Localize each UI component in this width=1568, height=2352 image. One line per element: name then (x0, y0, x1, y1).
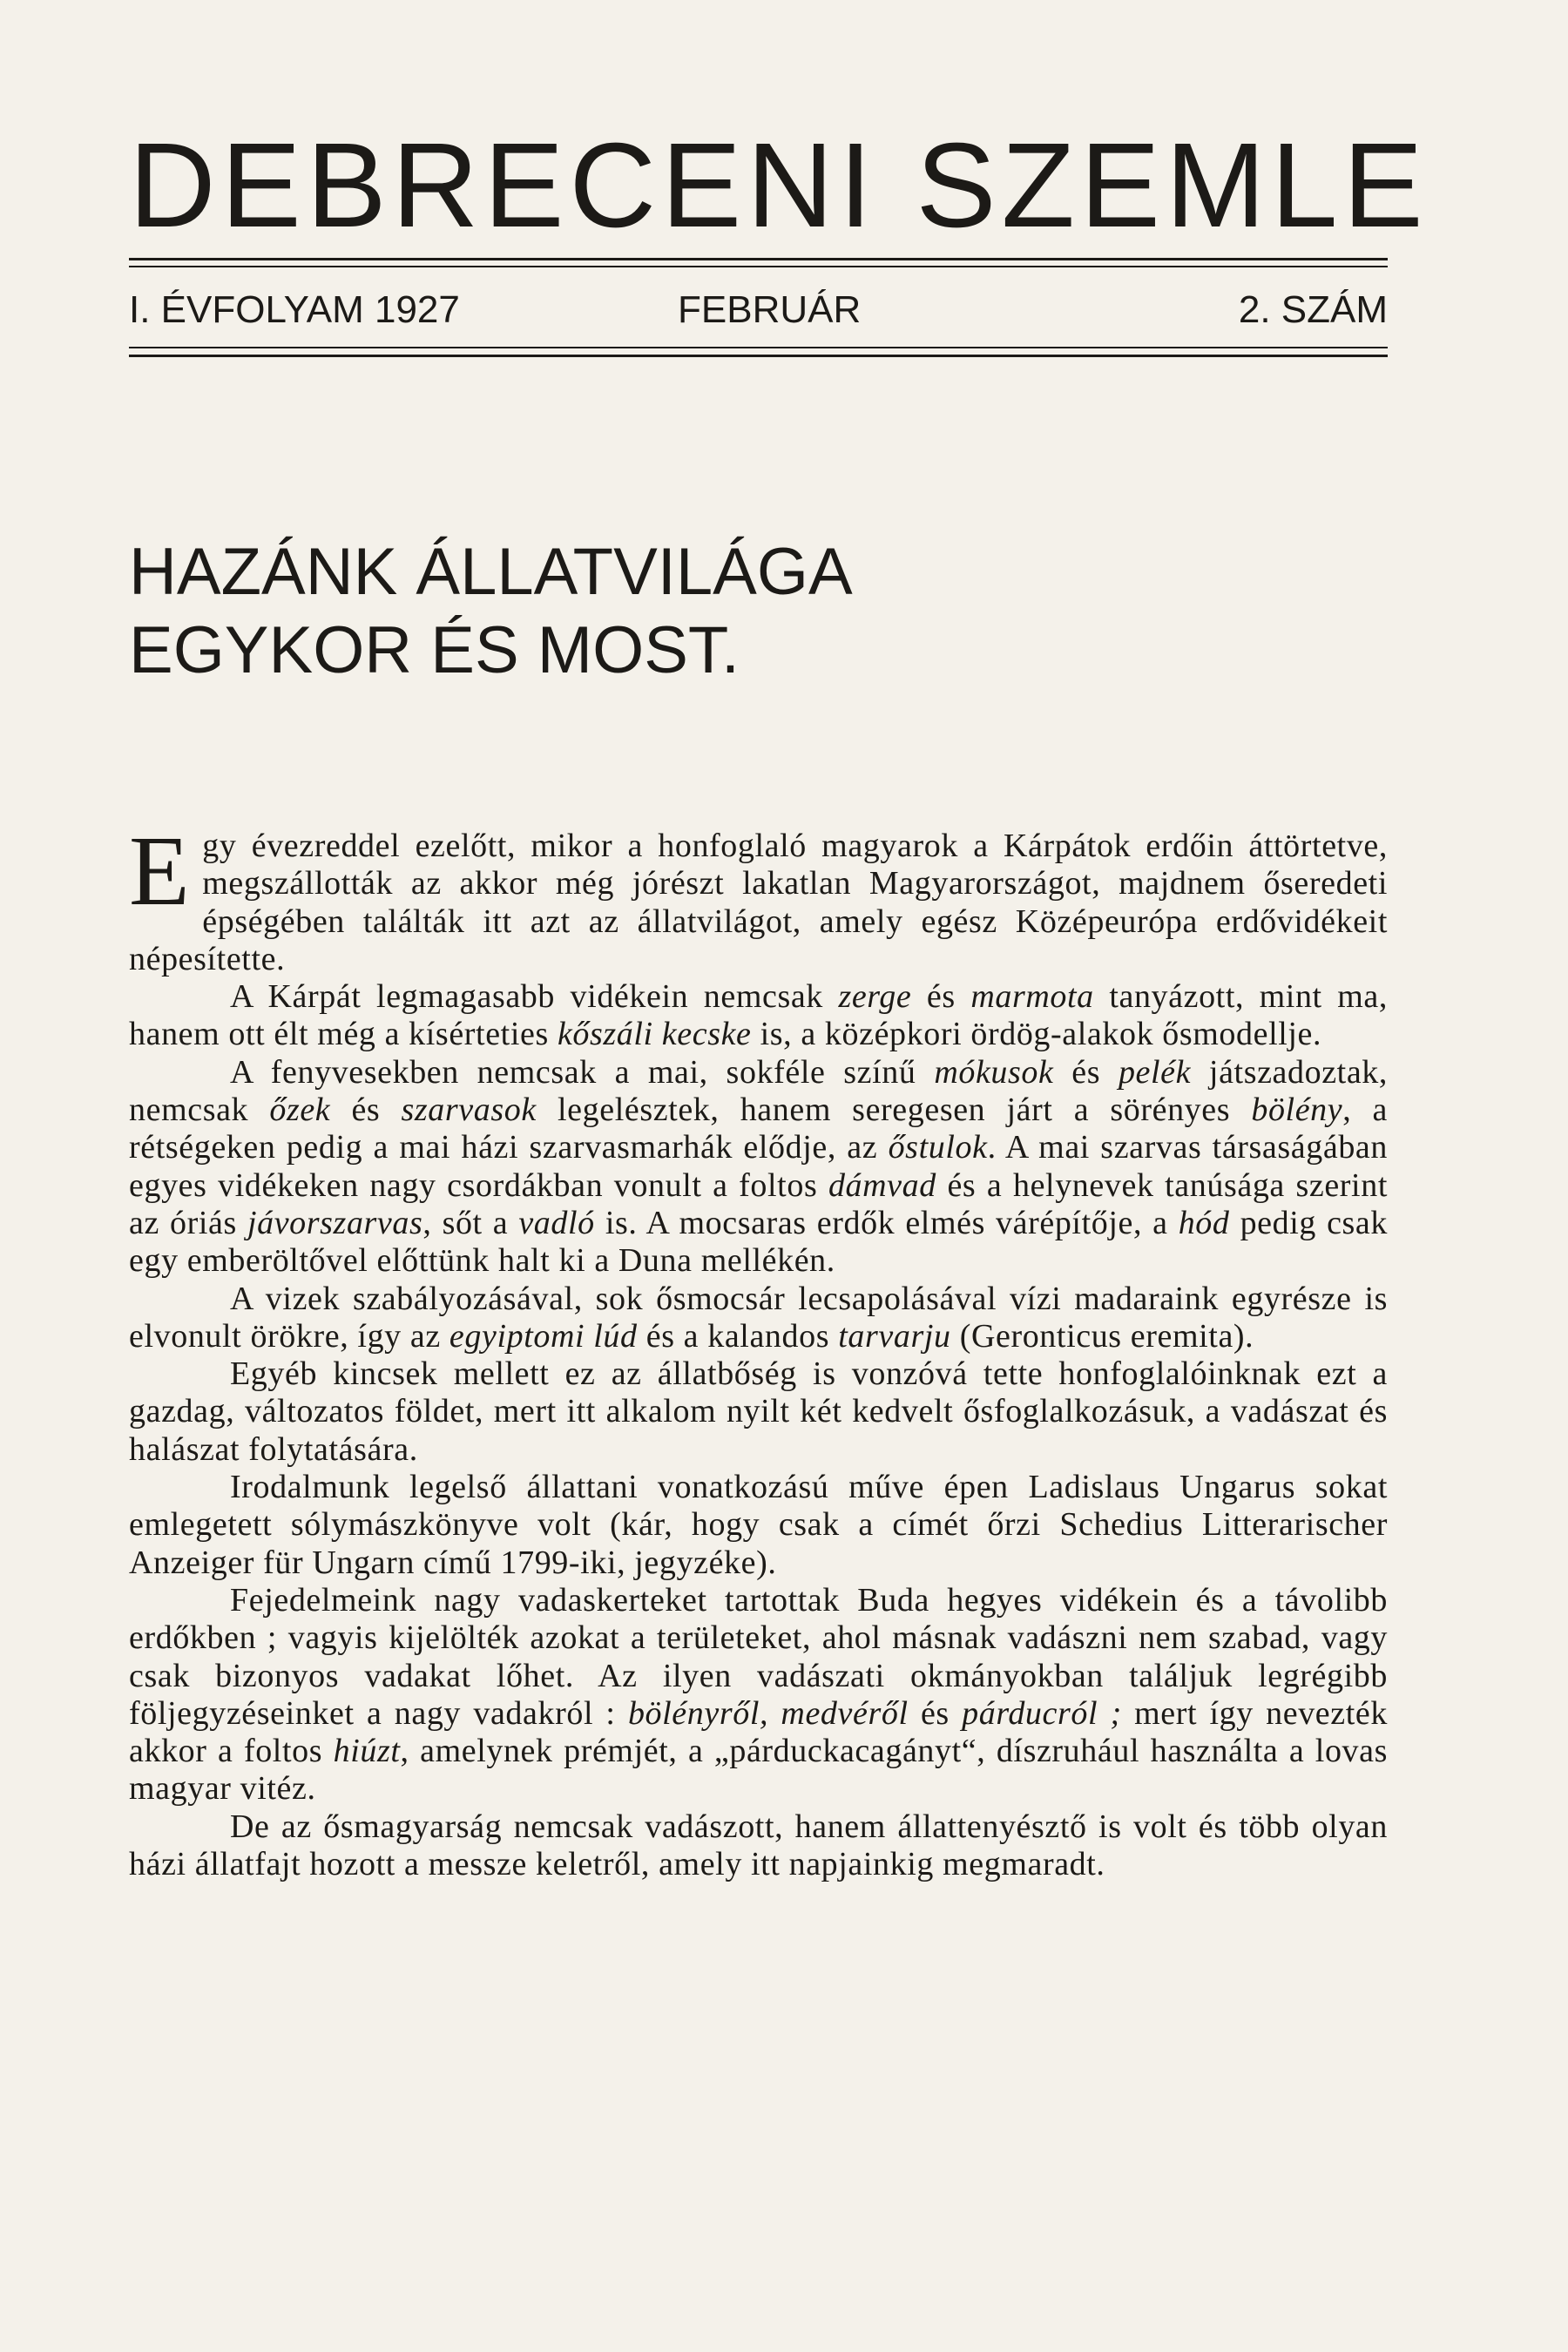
masthead-rule-top-inner (129, 266, 1388, 267)
masthead-rule-bottom (129, 355, 1388, 357)
issue-info-line (129, 284, 1388, 336)
paragraph-7: Fejedelmeink nagy vadaskerteket tartottak Buda hegyes vidékein és a távolibb erdőkben ; vagyis kijelölték azokat a területeket, ahol másnak vadászni nem szabad, vagy csak bizonyos vadakat lőhet. Az ilyen vadászati okmányokban találjuk legrégibb följegyzéseinket a nagy vadakról : bölényről, medvéről és párducról ; mert így nevezték akkor a foltos hiúzt, amelynek prémjét, a „párduckacagányt“, díszruhául használta a lovas magyar vitéz. (129, 1581, 1389, 1808)
paragraph-6: Irodalmunk legelső állattani vonatkozású műve épen Ladislaus Ungarus sokat emlegetett sólymászkönyve volt (kár, hogy csak a címét őrzi Schedius Litterarischer Anzeiger für Ungarn című 1799-iki, jegyzéke). (129, 1469, 1388, 1581)
journal-title: DEBRECENI SZEMLE (129, 118, 1429, 253)
article-body (129, 815, 1389, 1883)
masthead-rule-top (129, 258, 1388, 260)
issue-month: FEBRUÁR (678, 288, 862, 331)
paragraph-5: Egyéb kincsek mellett ez az állatbőség is vonzóvá tette honfoglalóinknak ezt a gazdag, változatos földet, mert itt alkalom nyilt két kedvelt ősfoglalkozásuk, a vadászat és halászat folytatására. (129, 1355, 1388, 1468)
drop-cap: E (129, 815, 191, 926)
paragraph-2: A Kárpát legmagasabb vidékein nemcsak zerge és marmota tanyázott, mint ma, hanem ott élt még a kísérteties kőszáli kecske is, a középkori ördög-alakok ősmodellje. (129, 978, 1388, 1053)
paragraph-8: De az ősmagyarság nemcsak vadászott, hanem állattenyésztő is volt és több olyan házi állatfajt hozott a messze keletről, amely itt napjainkig megmaradt. (129, 1808, 1388, 1883)
paragraph-3: A fenyvesekben nemcsak a mai, sokféle színű mókusok és pelék játszadoztak, nemcsak őzek és szarvasok legelésztek, hanem seregesen járt a sörényes bölény, a rétségeken pedig a mai házi szarvasmarhák elődje, az őstulok. A mai szarvas társaságában egyes vidékeken nagy csordákban vonult a foltos dámvad és a helynevek tanúsága szerint az óriás jávorszarvas, sőt a vadló is. A mocsaras erdők elmés várépítője, a hód pedig csak egy emberöltővel előttünk halt ki a Duna mellékén. (129, 1053, 1389, 1280)
volume-year: I. ÉVFOLYAM 1927 (129, 288, 460, 331)
masthead-rule-bottom-inner (129, 347, 1388, 348)
article-title (129, 533, 1261, 690)
article-title-line-1: HAZÁNK ÁLLATVILÁGA (129, 535, 853, 609)
paragraph-1: Egy évezreddel ezelőtt, mikor a honfoglaló magyarok a Kárpátok erdőin áttörtetve, megszállották az akkor még jórészt lakatlan Magyarországot, majdnem őseredeti épségében találták itt azt az állatvilágot, amely egész Középeurópa erdővidékeit népesítette. (129, 815, 1388, 977)
article-title-line-2: EGYKOR ÉS MOST. (129, 613, 740, 687)
issue-number: 2. SZÁM (1238, 288, 1388, 331)
paragraph-4: A vizek szabályozásával, sok ősmocsár lecsapolásával vízi madaraink egyrésze is elvonult örökre, így az egyiptomi lúd és a kalandos tarvarju (Geronticus eremita). (129, 1280, 1388, 1355)
